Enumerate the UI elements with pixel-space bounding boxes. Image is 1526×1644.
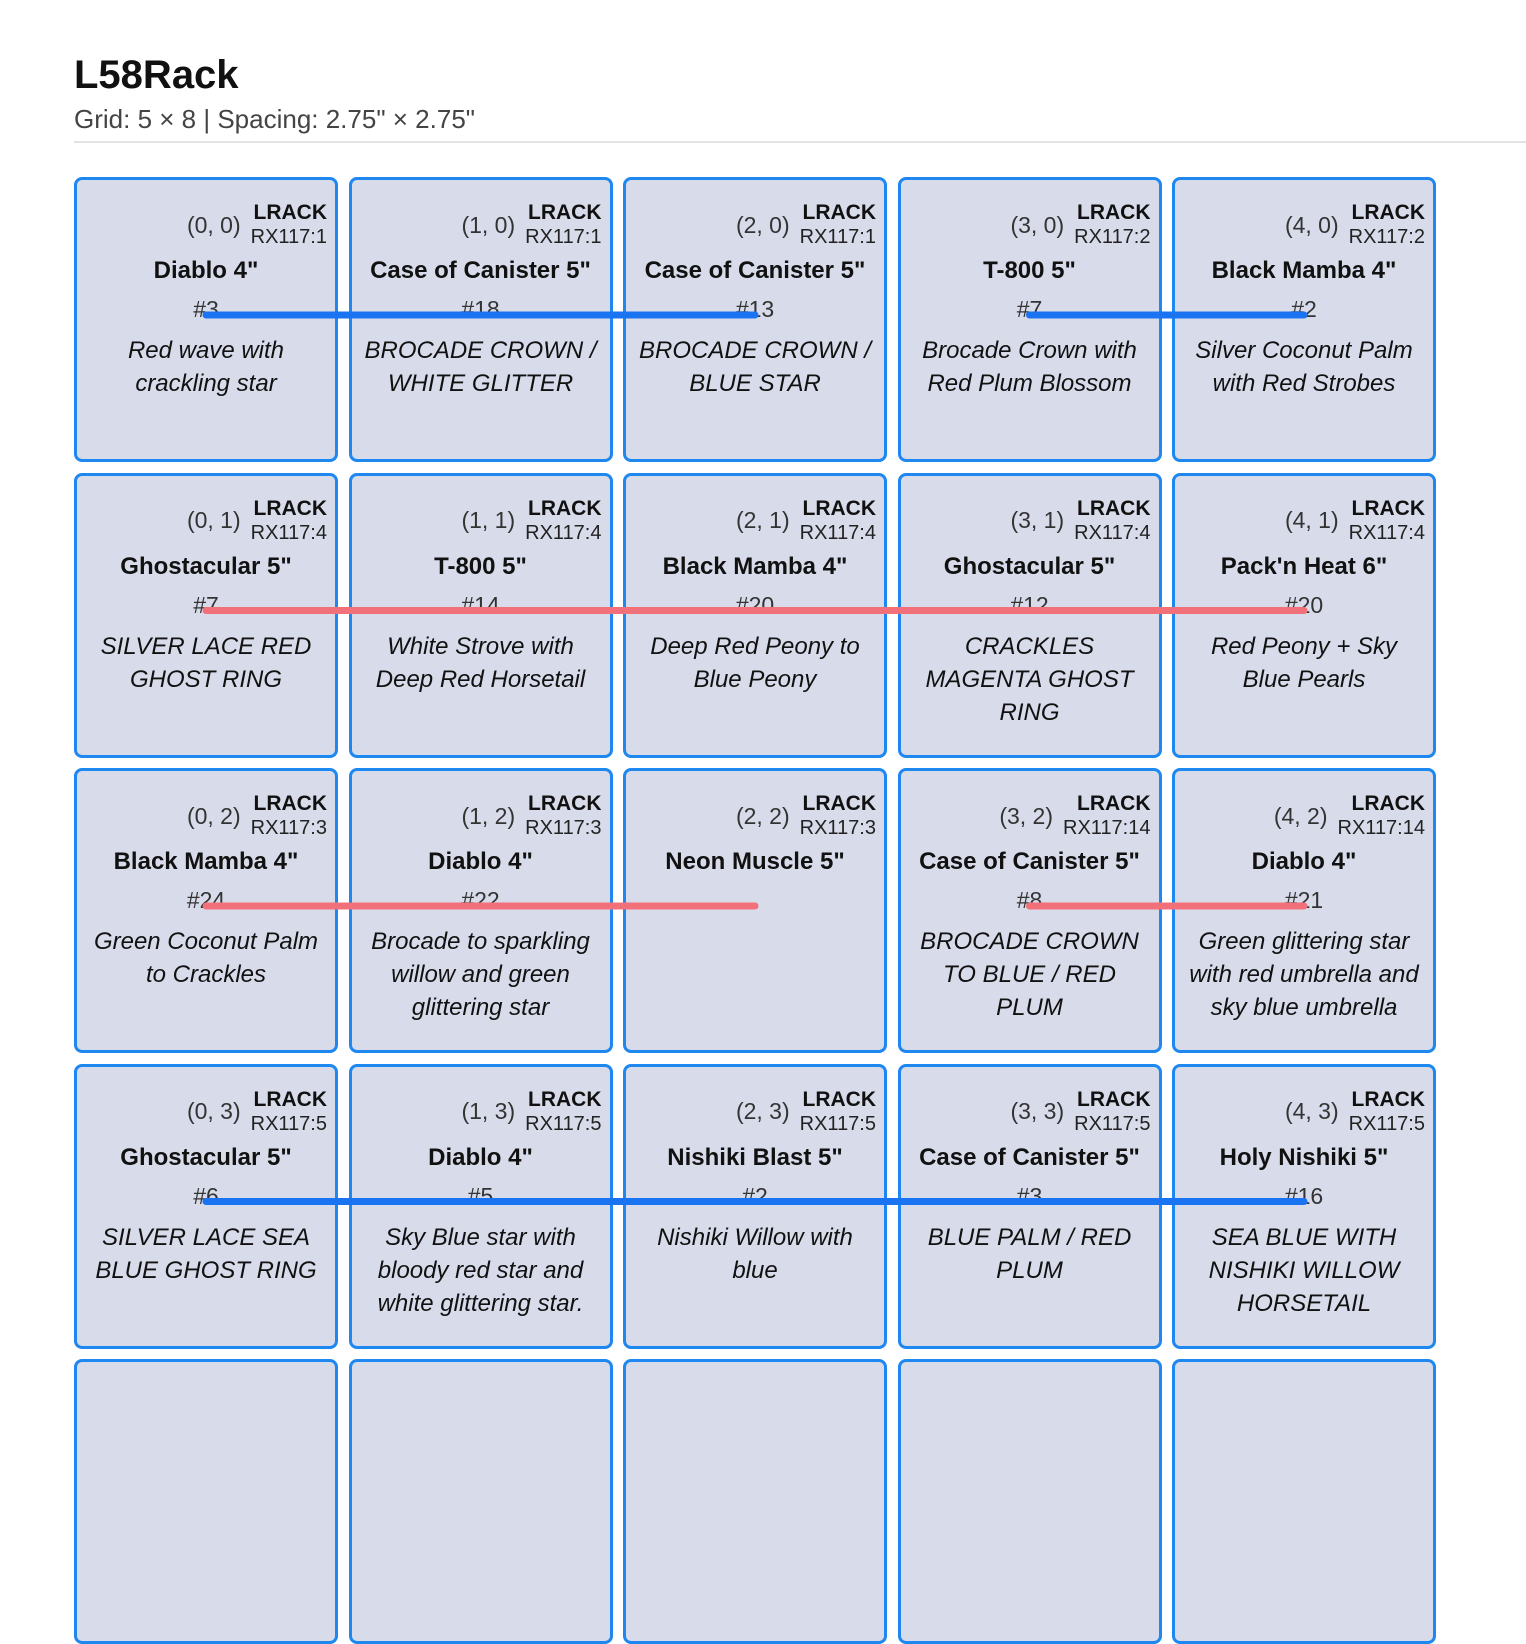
effect-description: CRACKLES MAGENTA GHOST RING — [925, 632, 1134, 726]
cell-body — [87, 1141, 325, 1287]
cell-header — [1010, 496, 1150, 546]
cell-header — [187, 200, 327, 250]
shell-count: #16 — [1284, 1182, 1324, 1209]
cell-header — [187, 791, 327, 841]
product-name: T-800 5" — [983, 257, 1076, 284]
product-name: Diablo 4" — [428, 848, 533, 875]
rack-slot: RX117:1 — [250, 226, 327, 248]
rack-name: LRACK — [1351, 1087, 1425, 1111]
cell-coordinate: (3, 2) — [999, 802, 1054, 829]
rack-cell[interactable] — [623, 473, 887, 758]
rack-cell[interactable] — [898, 768, 1162, 1053]
page-header — [74, 52, 475, 136]
cell-body — [87, 845, 325, 991]
header-divider — [74, 141, 1526, 143]
cell-coordinate: (1, 3) — [461, 1098, 516, 1124]
rack-name: LRACK — [1077, 201, 1151, 224]
effect-description: Nishiki Willow with blue — [657, 1223, 853, 1284]
rack-info — [1349, 496, 1425, 546]
rack-cell[interactable] — [1172, 768, 1436, 1053]
rack-slot: RX117:1 — [799, 226, 876, 248]
effect-description: Sky Blue star with bloody red star and white glittering star. — [377, 1223, 584, 1317]
rack-info — [525, 791, 601, 841]
shell-count: #7 — [1016, 296, 1043, 322]
product-name: Case of Canister 5" — [919, 848, 1140, 875]
rack-grid — [74, 177, 1438, 1386]
cell-header — [1285, 496, 1425, 546]
cell-body — [362, 845, 600, 1024]
rack-info — [1349, 200, 1425, 250]
effect-description: BROCADE CROWN / BLUE STAR — [638, 337, 871, 397]
cell-coordinate: (2, 3) — [735, 1098, 790, 1124]
cell-body — [362, 1141, 600, 1320]
cell-coordinate: (2, 0) — [735, 211, 790, 238]
rack-slot: RX117:4 — [799, 521, 876, 544]
cell-coordinate: (1, 2) — [461, 802, 516, 829]
rack-name: LRACK — [1351, 792, 1425, 815]
product-name: Ghostacular 5" — [120, 552, 292, 580]
cell-header — [1285, 1087, 1425, 1137]
rack-cell[interactable] — [1172, 473, 1436, 758]
shell-count: #12 — [1010, 591, 1049, 618]
cell-coordinate: (1, 0) — [461, 211, 516, 238]
cell-coordinate: (3, 0) — [1010, 211, 1065, 238]
rack-cell[interactable] — [1172, 1064, 1436, 1349]
product-name: Case of Canister 5" — [644, 257, 866, 284]
shell-count: #3 — [1016, 1182, 1043, 1209]
rack-name: LRACK — [802, 496, 876, 520]
product-name: Diablo 4" — [153, 257, 259, 284]
rack-name: LRACK — [802, 1087, 876, 1111]
rack-slot: RX117:14 — [1063, 817, 1151, 839]
grid-spacing-subtitle: Grid: 5 × 8 | Spacing: 2.75" × 2.75" — [74, 104, 476, 134]
rack-info — [251, 200, 327, 250]
cell-coordinate: (3, 1) — [1010, 507, 1065, 533]
cell-header — [1010, 1087, 1150, 1137]
rack-info — [525, 200, 601, 250]
shell-count: #20 — [735, 591, 775, 618]
cell-body — [87, 550, 325, 696]
effect-description: Silver Coconut Palm with Red Strobes — [1195, 337, 1413, 397]
rack-cell[interactable] — [349, 473, 613, 758]
rack-name: LRACK — [253, 496, 327, 520]
rack-slot: RX117:2 — [1074, 226, 1151, 248]
cell-coordinate: (4, 1) — [1284, 507, 1339, 533]
shell-count: #6 — [193, 1182, 219, 1209]
cell-body — [911, 1141, 1149, 1287]
rack-slot: RX117:5 — [525, 1112, 602, 1135]
shell-count: #2 — [1291, 296, 1317, 322]
product-name: T-800 5" — [434, 552, 527, 580]
rack-slot: RX117:4 — [250, 521, 327, 544]
cell-body — [911, 1436, 1149, 1444]
product-name: Holy Nishiki 5" — [1219, 1143, 1389, 1171]
shell-count: #5 — [467, 1182, 494, 1209]
shell-count: #14 — [461, 591, 500, 618]
effect-description: SEA BLUE WITH NISHIKI WILLOW HORSETAIL — [1208, 1223, 1400, 1317]
rack-slot: RX117:5 — [1348, 1112, 1425, 1135]
rack-cell[interactable] — [623, 1359, 887, 1644]
cell-body — [636, 1436, 874, 1444]
cell-body — [87, 254, 325, 400]
shell-count: #13 — [735, 296, 775, 322]
rack-name: LRACK — [1077, 1087, 1151, 1111]
rack-info — [525, 496, 601, 546]
effect-description: Green glittering star with red umbrella and sky blue umbrella — [1189, 928, 1419, 1021]
cell-header — [1285, 200, 1425, 250]
cell-body — [1185, 1436, 1423, 1444]
cell-coordinate: (4, 2) — [1273, 802, 1328, 829]
cell-body — [636, 254, 874, 400]
cell-body — [636, 845, 874, 886]
cell-body — [362, 1436, 600, 1444]
rack-name: LRACK — [528, 201, 602, 224]
rack-info — [800, 791, 876, 841]
rack-name: LRACK — [528, 1087, 602, 1111]
rack-info — [525, 1087, 601, 1137]
shell-count: #21 — [1284, 887, 1324, 913]
effect-description: Brocade to sparkling willow and green glittering star — [371, 928, 590, 1021]
cell-coordinate: (0, 2) — [186, 802, 241, 829]
effect-description: Red wave with crackling star — [127, 337, 285, 397]
rack-name: LRACK — [253, 1087, 327, 1111]
rack-name: LRACK — [528, 496, 602, 520]
effect-description: White Strove with Deep Red Horsetail — [375, 632, 586, 693]
rack-cell[interactable] — [623, 768, 887, 1053]
cell-body — [911, 550, 1149, 729]
cell-coordinate: (2, 2) — [735, 802, 790, 829]
rack-cell[interactable] — [623, 177, 887, 462]
cell-header — [736, 1087, 876, 1137]
cell-header — [461, 1087, 601, 1137]
rack-slot: RX117:5 — [1074, 1112, 1151, 1135]
effect-description: Brocade Crown with Red Plum Blossom — [922, 337, 1137, 397]
rack-cell[interactable] — [349, 1064, 613, 1349]
shell-count: #2 — [742, 1182, 768, 1209]
rack-cell[interactable] — [898, 473, 1162, 758]
product-name: Nishiki Blast 5" — [667, 1143, 843, 1171]
effect-description: BROCADE CROWN / WHITE GLITTER — [364, 337, 597, 397]
rack-name: LRACK — [1077, 792, 1151, 815]
product-name: Diablo 4" — [1251, 848, 1357, 875]
cell-header — [999, 791, 1150, 841]
rack-cell[interactable] — [1172, 177, 1436, 462]
effect-description: Red Peony + Sky Blue Pearls — [1210, 632, 1398, 693]
rack-info — [800, 496, 876, 546]
rack-info — [251, 496, 327, 546]
rack-slot: RX117:3 — [799, 817, 876, 839]
rack-cell[interactable] — [349, 768, 613, 1053]
effect-description: Green Coconut Palm to Crackles — [93, 928, 319, 988]
cell-body — [1185, 550, 1423, 696]
page-title: L58Rack — [74, 53, 239, 97]
rack-info — [251, 1087, 327, 1137]
shell-count: #8 — [1016, 887, 1043, 913]
effect-description: Deep Red Peony to Blue Peony — [650, 632, 860, 693]
cell-body — [1185, 1141, 1423, 1320]
cell-coordinate: (0, 1) — [186, 507, 241, 533]
rack-slot: RX117:5 — [250, 1112, 327, 1135]
rack-name: LRACK — [1351, 496, 1425, 520]
rack-slot: RX117:4 — [1074, 521, 1151, 544]
rack-info — [1063, 791, 1150, 841]
shell-count: #22 — [461, 887, 500, 913]
rack-cell[interactable] — [74, 768, 338, 1053]
product-name: Neon Muscle 5" — [665, 848, 845, 875]
cell-body — [87, 1436, 325, 1444]
rack-info — [1349, 1087, 1425, 1137]
cell-coordinate: (0, 3) — [186, 1098, 241, 1124]
cell-body — [1185, 845, 1423, 1024]
rack-slot: RX117:2 — [1348, 226, 1425, 248]
rack-info — [1074, 496, 1150, 546]
effect-description: BROCADE CROWN TO BLUE / RED PLUM — [920, 928, 1139, 1021]
cell-header — [187, 1087, 327, 1137]
product-name: Black Mamba 4" — [662, 552, 848, 580]
cell-body — [362, 550, 600, 696]
rack-cell[interactable] — [74, 177, 338, 462]
cell-coordinate: (0, 0) — [186, 211, 241, 238]
rack-slot: RX117:1 — [525, 226, 602, 248]
effect-description: SILVER LACE RED GHOST RING — [100, 632, 312, 693]
shell-count: #20 — [1284, 591, 1324, 618]
rack-info — [1338, 791, 1425, 841]
effect-description: BLUE PALM / RED PLUM — [927, 1223, 1132, 1284]
rack-slot: RX117:4 — [525, 521, 602, 544]
cell-header — [461, 496, 601, 546]
cell-body — [911, 845, 1149, 1024]
rack-slot: RX117:3 — [525, 817, 602, 839]
rack-cell[interactable] — [74, 1064, 338, 1349]
cell-header — [461, 200, 601, 250]
cell-header — [1010, 200, 1150, 250]
rack-name: LRACK — [253, 201, 327, 224]
cell-header — [461, 791, 601, 841]
product-name: Ghostacular 5" — [943, 552, 1116, 580]
product-name: Diablo 4" — [428, 1143, 533, 1171]
cell-coordinate: (4, 0) — [1284, 211, 1339, 238]
rack-cell[interactable] — [349, 1359, 613, 1644]
rack-cell[interactable] — [74, 473, 338, 758]
shell-count: #24 — [186, 887, 226, 913]
rack-slot: RX117:14 — [1337, 817, 1425, 839]
product-name: Black Mamba 4" — [1211, 257, 1397, 284]
cell-body — [636, 1141, 874, 1287]
product-name: Black Mamba 4" — [113, 848, 299, 875]
effect-description: SILVER LACE SEA BLUE GHOST RING — [95, 1223, 317, 1284]
rack-info — [251, 791, 327, 841]
rack-slot: RX117:4 — [1348, 521, 1425, 544]
rack-cell[interactable] — [898, 1359, 1162, 1644]
rack-name: LRACK — [1077, 496, 1151, 520]
shell-count: #3 — [193, 296, 219, 322]
cell-coordinate: (3, 3) — [1010, 1098, 1065, 1124]
product-name: Case of Canister 5" — [370, 257, 591, 284]
cell-body — [911, 254, 1149, 400]
cell-body — [636, 550, 874, 696]
rack-slot: RX117:3 — [250, 817, 327, 839]
rack-cell[interactable] — [898, 177, 1162, 462]
rack-cell[interactable] — [349, 177, 613, 462]
rack-info — [1074, 200, 1150, 250]
rack-cell[interactable] — [623, 1064, 887, 1349]
product-name: Case of Canister 5" — [919, 1143, 1140, 1171]
cell-coordinate: (2, 1) — [735, 507, 790, 533]
rack-name: LRACK — [1351, 201, 1425, 224]
product-name: Pack'n Heat 6" — [1220, 552, 1388, 580]
cell-header — [736, 200, 876, 250]
cell-coordinate: (4, 3) — [1284, 1098, 1339, 1124]
shell-count: #18 — [461, 296, 500, 322]
cell-header — [736, 791, 876, 841]
rack-name: LRACK — [802, 792, 876, 815]
rack-name: LRACK — [802, 201, 876, 224]
rack-cell[interactable] — [1172, 1359, 1436, 1644]
rack-name: LRACK — [253, 792, 327, 815]
cell-header — [1274, 791, 1425, 841]
cell-header — [736, 496, 876, 546]
cell-body — [362, 254, 600, 400]
cell-body — [1185, 254, 1423, 400]
rack-cell[interactable] — [74, 1359, 338, 1644]
cell-coordinate: (1, 1) — [461, 507, 516, 533]
rack-name: LRACK — [528, 792, 602, 815]
product-name: Ghostacular 5" — [120, 1143, 292, 1171]
shell-count: #7 — [193, 591, 219, 618]
rack-cell[interactable] — [898, 1064, 1162, 1349]
cell-header — [187, 496, 327, 546]
rack-slot: RX117:5 — [799, 1112, 876, 1135]
rack-info — [800, 200, 876, 250]
rack-info — [1074, 1087, 1150, 1137]
rack-info — [800, 1087, 876, 1137]
